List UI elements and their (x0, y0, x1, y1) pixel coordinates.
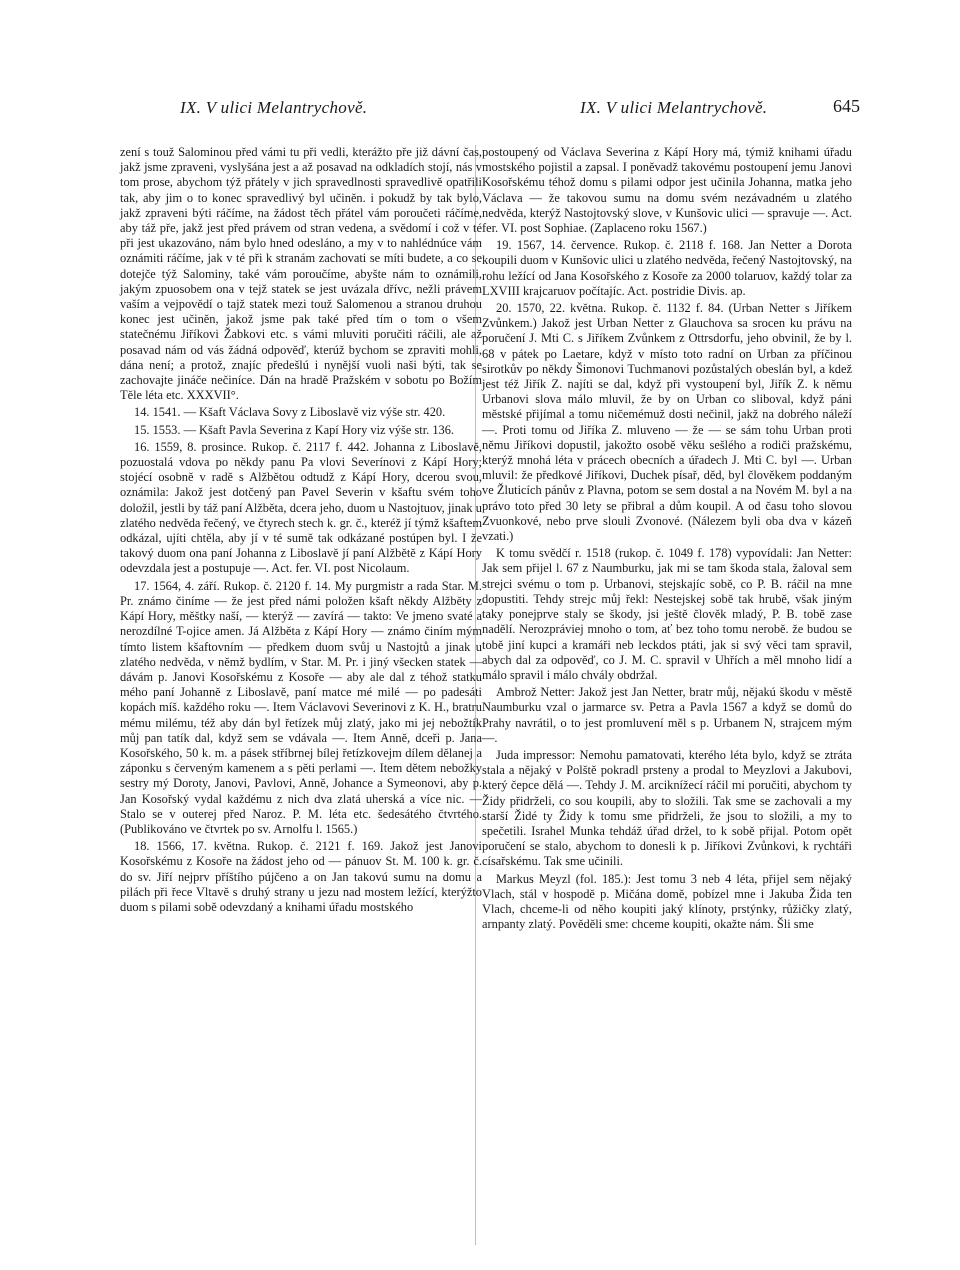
paragraph: 17. 1564, 4. září. Rukop. č. 2120 f. 14. My purgmistr a rada Star. M. Pr. známo činíme — že jest před námi položen kšaft někdy Alžběty z Kápí Hory, měštky naší, — kterýž — zavírá — takto: Ve jmeno svaté a nerozdílné T-ojice amen. Já Alžběta z Kápí Hory — známo činím mým tímto listem kšaftovním — předkem duom svůj u Nastojtů a jinak u zlatého nedvěda, v němž bydlím, v Star. M. Pr. i jiný všecken statek — dávám p. Janovi Kosořskému z Kosoře — aby ale dal z téhož statku mého paní Johanně z Liboslavě, paní matce mé milé — po padesáti kopách míš. každého roku —. Item Václavovi Severinovi z K. H., bratru mému milému, též aby dán byl řetízek můj zlatý, jako mi jej nebožtík můj pan tatík dal, když sem se vdávala —. Item Anně, dceři p. Jana Kosořského, 50 k. m. a pásek stříbrnej bílej řetízkovejm dílem dělanej a záponku s červeným kamenem a s pěti perlami —. Item dětem nebožky sestry mý Doroty, Janovi, Pavlovi, Anně, Johance a Symeonovi, aby p. Jan Kosořský vydal každému z nich dva zlatá uherská a více nic. — Stalo se v outerej před Naroz. P. M. léta etc. šedesátého čtvrtého. (Publikováno ve čtvrtek po sv. Arnolfu l. 1565.) (120, 578, 482, 836)
paragraph: 18. 1566, 17. května. Rukop. č. 2121 f. 169. Jakož jest Janovi Kosořskému z Kosoře na žádost jeho od — pánuov St. M. 100 k. gr. č. do sv. Jiří nejprv příštího pújčeno a on Jan takovú sumu na domu a pilách při řece Vltavě s druhý strany u jezu nad mostem ležící, kterýžto duom s pilami sobě odevzdaný a knihami úřadu mostského (120, 839, 482, 914)
paragraph: Juda impressor: Nemohu pamatovati, kterého léta bylo, když se ztráta stala a nějaký v Polště pokradl prsteny a prodal to Meyzlovi a Jakubovi, který čepce dělá —. Tehdy J. M. arciknížecí ráčil mi poručiti, abychom ty Židy přidrželi, co sou koupili, aby to složili. Tak sme se zachovali a my starší Židé ty Židy k tomu sme přidrželi, že jsou to složili, a my to spečetili. Israhel Munka tehdáž úřad držel, to k sobě přijal. Potom opět poručení se stalo, abychom to donesli k p. Jiříkovi Zvůnkovi, k rychtáři císařskému. Tak sme učinili. (482, 747, 852, 869)
paragraph: 20. 1570, 22. května. Rukop. č. 1132 f. 84. (Urban Netter s Jiříkem Zvůnkem.) Jakož jest Urban Netter z Glauchova sa srocen ku právu na poručení J. Mti C. s Jiříkem Zvůnkem z Ottrsdorfu, jeho obvinil, že by l. 68 v pátek po Laetare, když v místo toto radní on Urban za příčinou sirotkův po někdy Šimonovi Tuchmanovi pozůstalých obeslán byl, a kdež jest též Jiřík Z. najíti se dal, když při vystoupení byl, Jiřík Z. k němu Urbanovi slova málo mluvil, že by on Urban co sliboval, když páni městské přijímal a tomu ničemémuž dosti nečinil, jakž na dobrého náleží —. Proti tomu od Jiříka Z. mluveno — že — se sám tohu Urban proti němu Jiříkovi dopustil, jakožto osobě věku sešlého a rodiči pražskému, kterýž mnohá léta v prácech obecních a úřadech J. Mti C. byl —. Urban mluvil: že předkové Jiříkovi, Duchek písař, děd, byl člověkem poddaným ve Žluticích pánův z Plavna, potom se sem dostal a na Novém M. byl a na právo toto před 30 lety se přibral a dům koupil. A od času toho slovou Zvuonkové, nebo prve slouli Zvonové. (Nálezem byli oba dva v kázeň vzati.) (482, 301, 852, 544)
paragraph: K tomu svědčí r. 1518 (rukop. č. 1049 f. 178) vypovídali: Jan Netter: Jak sem přijel l. 67 z Naumburku, jak mi se tam škoda stala, žaloval sem strejci svému o tom p. Urbanovi, stejskajíc sobě, co P. B. ráčil na mne dopustiti. Tehdy strejc můj řekl: Nestejskej sobě tak hrubě, však jiným taky ponejprve staly se škody, jsi ještě člověk mladý, P. B. tobě zase nadělí. Nerozpráviej mnoho o tom, ať bez toho tomu nerobě. že budou se tobě jiní kupci a kramáři neb leckdos ptáti, jak si svý věci tam spravil, abych dal za odpověď, co J. M. C. spravil v Uhřích a měl mnoho lidí a málo spravil i málo chvály obdržal. (482, 546, 852, 682)
paragraph: Markus Meyzl (fol. 185.): Jest tomu 3 neb 4 léta, přijel sem nějaký Vlach, stál v hospodě p. Mičána domě, pobízel mne i Jakuba Žida ten Vlach, chceme-li od něho koupiti jaký klínoty, prstýnky, růžičky zlatý, arnpanty zlatý. Pověděli sme: chceme koupiti, okažte nám. Šli sme (482, 871, 852, 932)
left-column (120, 145, 482, 917)
column-divider (475, 145, 476, 1245)
paragraph: zení s touž Salominou před vámi tu při vedli, kterážto pře již dávní čas, jakž jsme zpraveni, vyslyšána jest a až posavad na odkladích stojí, nás v tom prose, abychom týž přátely v jich spravedlnosti spravedlivě opatřili tak, aby jim o to konec spravedlivý byl učiněn. i pokudž by tak bylo, jakž zpraveni býti ráčíme, na žádost těch přátel vám poroučeti ráčíme, aby táž pře, jakž jest před právem od stran vedena, a svědomí i což v té při jest ukazováno, nám bylo hned odesláno, a my v to nahlédnúce vám oznámiti ráčíme, jak v té při k stranám zachovati se míti budete, a co se dotejče týž Salominy, také vám poroučíme, abyšte nám to oznámili, jakým zpuosobem ona v tejž statek se jest uvázala dřívc, nežli právem vaším a vejpovědí o tajž statek mezi touž Salomenou a stranou druhou konec jest učiněn, jakož jsme pak také před tím o tom o všem statečnému Jiříkovi Žabkovi etc. s vámi mluviti poručiti ráčili, ale až posavad nám od vás žádná odpověď, kterúž bychom se zpraviti mohli, dána není; a protož, znajíc předešlú i nynější vuoli naši býti, tak se zachovajte jináče nečiníce. Dán na hradě Pražském v sobotu po Božím Těle léta etc. XXXVII°. (120, 145, 482, 403)
paragraph: 19. 1567, 14. července. Rukop. č. 2118 f. 168. Jan Netter a Dorota koupili duom v Kunšovic ulici u zlatého nedvěda, řečený Nastojtovský, na rohu ležící od Jana Kosořského z Kosoře za 2000 tolaruov, každý tolar za LXVIII krajcaruov počítajíc. Act. postridie Divis. ap. (482, 238, 852, 298)
paragraph: 16. 1559, 8. prosince. Rukop. č. 2117 f. 442. Johanna z Liboslavě, pozuostalá vdova po někdy panu Pa vlovi Severínovi z Kápí Hory; stojécí osobně v radě s Alžbětou odtudž z Kápí Hory, dcerou svou, oznámila: Jakož jest dotčený pan Pavel Severin v kšaftu svém toho doložil, jestli by táž paní Alžběta, dcera jeho, duom u Nastojtuov, jinak u zlatého nedvěda řečený, ve čtyrech stech k. gr. č., kteréž jí týmž kšaftem odkázal, ujíti chtěla, aby jí v té sumě tak odkázané postúpen byl. I že takový duom ona paní Johanna z Liboslavě jí paní Alžbětě z Kápí Hory odevzdala jest a postupuje —. Act. fer. VI. post Nicolaum. (120, 439, 482, 576)
running-head-right: IX. V ulici Melantrychově. (580, 98, 768, 117)
paragraph: postoupený od Václava Severina z Kápí Hory má, týmiž knihami úřadu mostského pojistil a zapsal. I poněvadž takovému postoupení jemu Janovi Kosořskému téhož domu s pilami odpor jest učinila Johanna, matka jeho Václava — že takovou sumu na domu svém nezávadném u zlatého nedvěda, kterýž Nastojtovský slove, v Kunšovic ulici — spravuje —. Act. fer. VI. post Sophiae. (Zaplaceno roku 1567.) (482, 145, 852, 236)
running-head-left: IX. V ulici Melantrychově. (180, 98, 368, 117)
paragraph: 14. 1541. — Kšaft Václava Sovy z Liboslavě viz výše str. 420. (134, 405, 446, 420)
right-column (482, 145, 852, 934)
page-number: 645 (833, 96, 860, 116)
paragraph: Ambrož Netter: Jakož jest Jan Netter, bratr můj, nějakú škodu v městě Naumburku vzal o jarmarce sv. Petra a Pavla 1567 a když se domů do Prahy navrátil, o to jest promluvení měl s p. Urbanem N, strajcem mým —. (482, 685, 852, 745)
paragraph: 15. 1553. — Kšaft Pavla Severina z Kapí Hory viz výše str. 136. (134, 422, 455, 437)
